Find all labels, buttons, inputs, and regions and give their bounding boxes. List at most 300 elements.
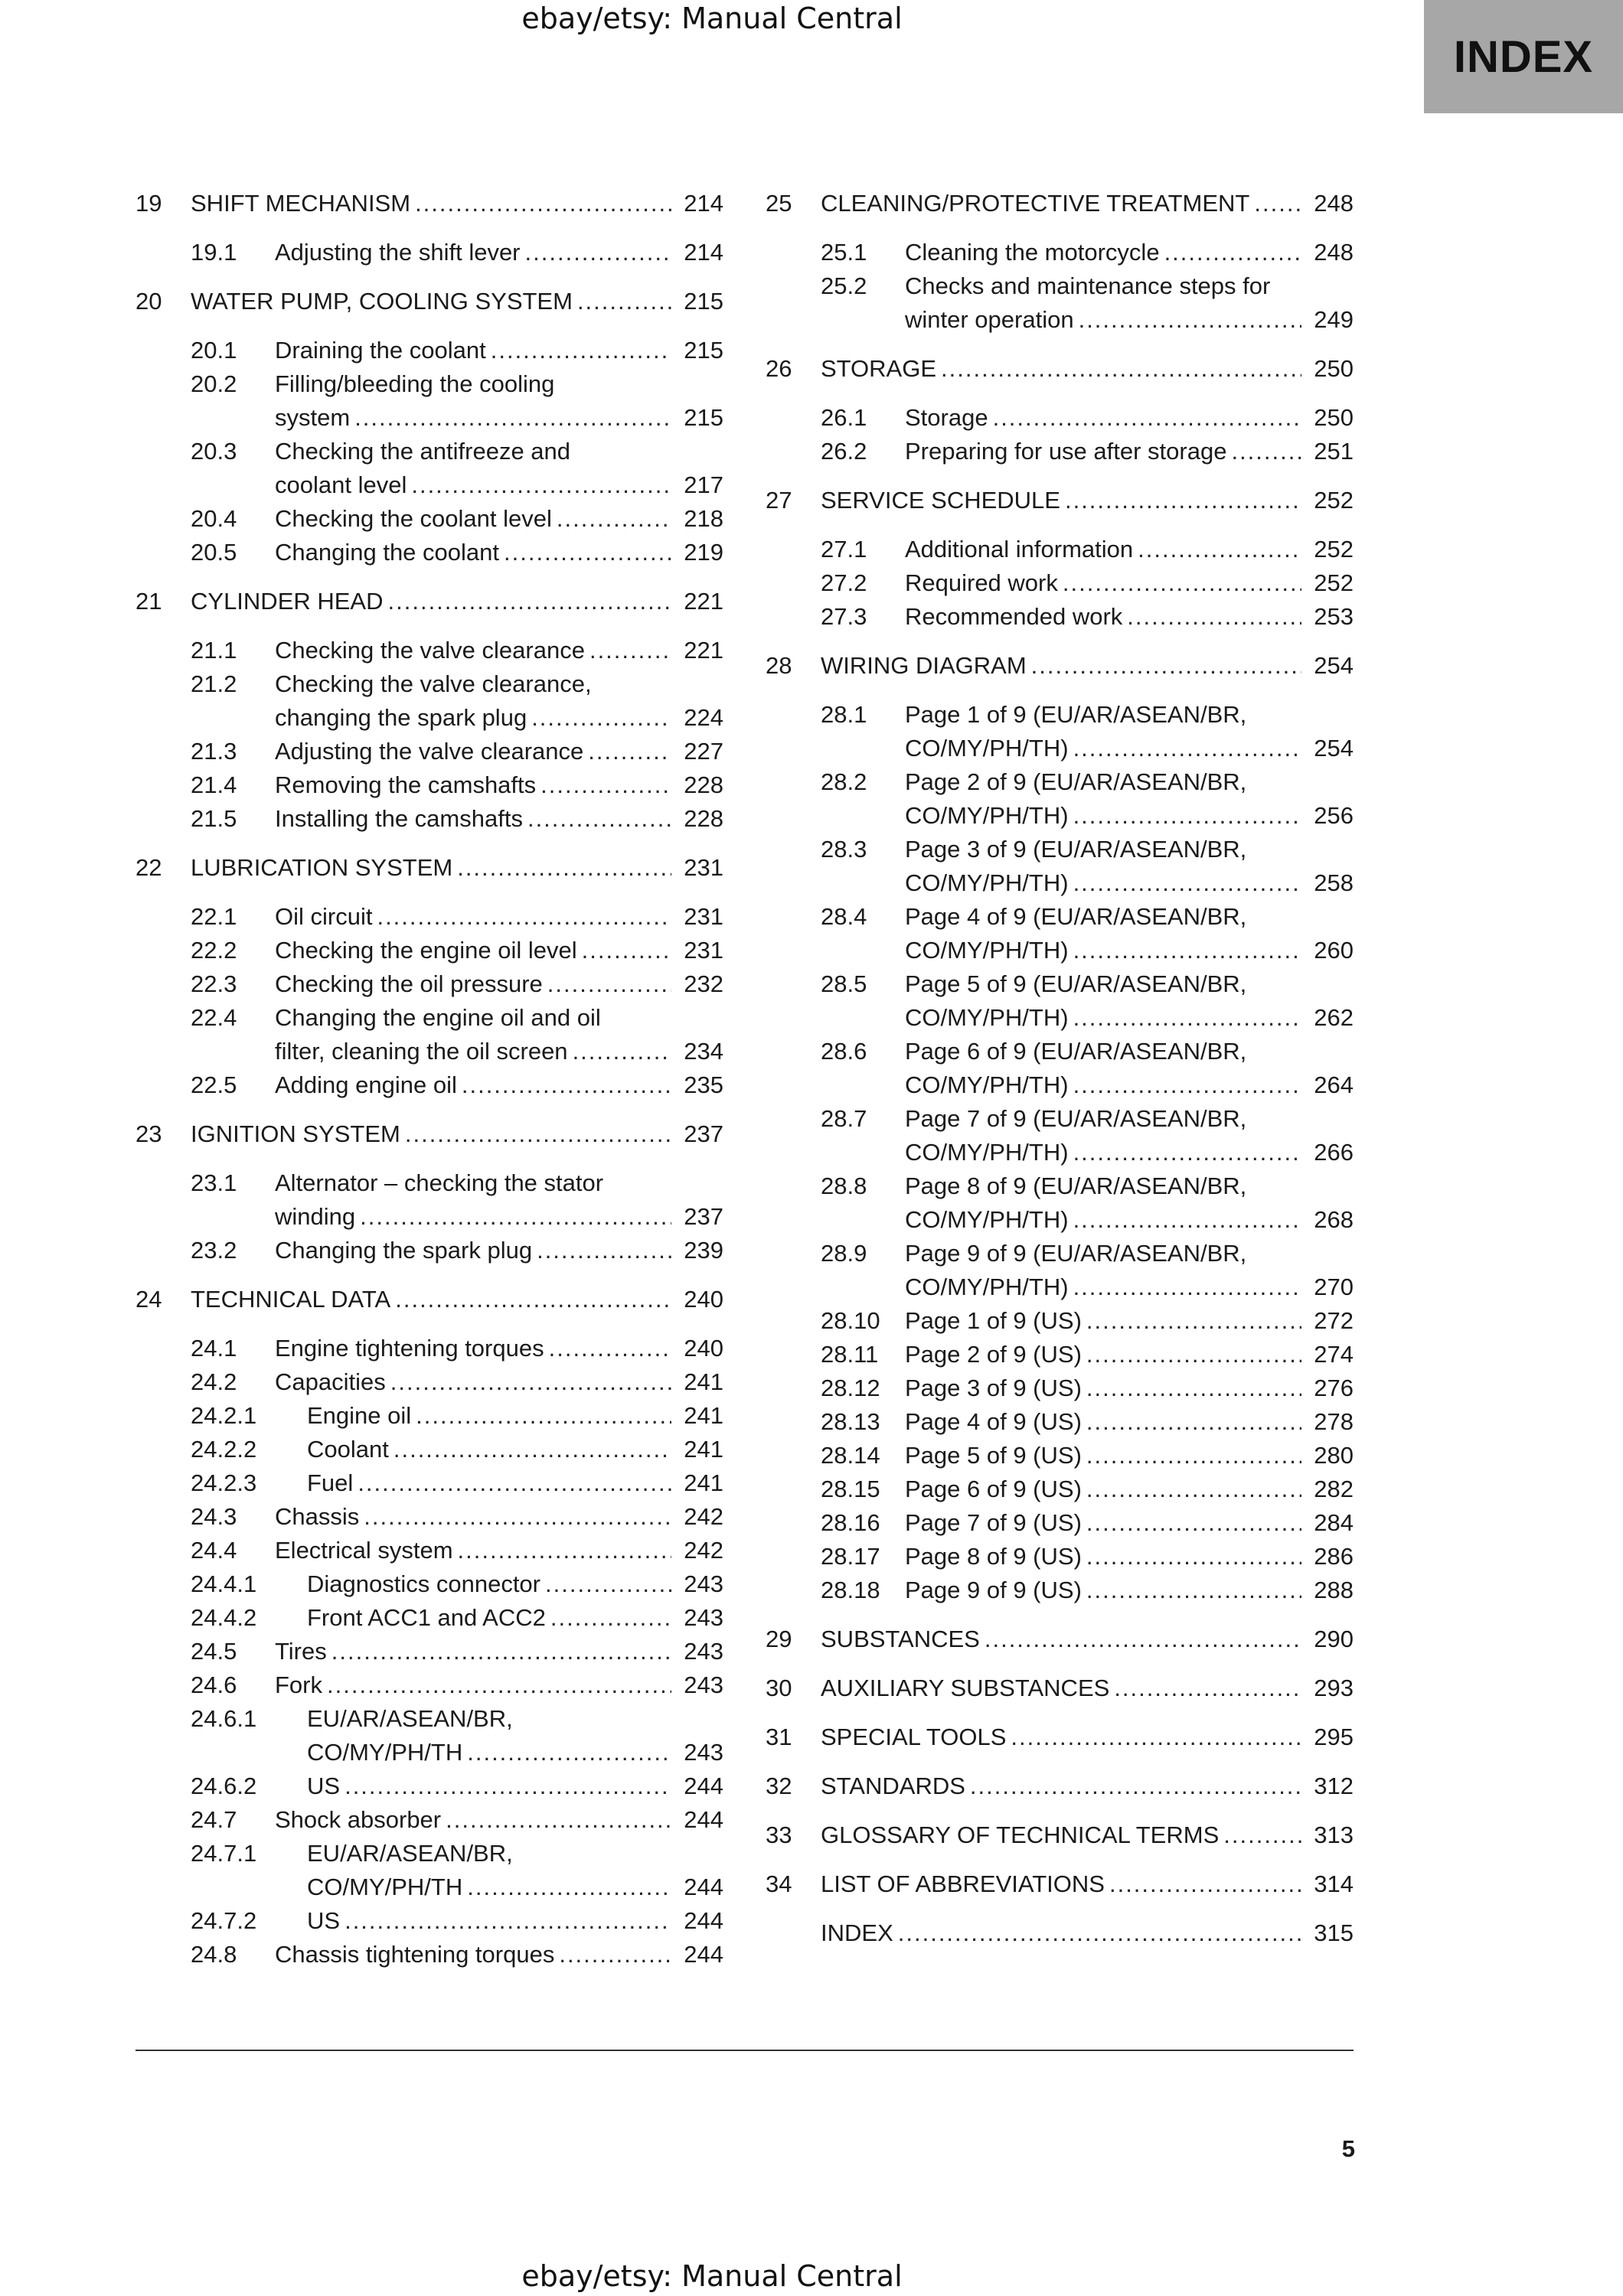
- toc-entry-number: 21.3: [191, 738, 237, 765]
- toc-entry-title: Fork: [275, 1671, 322, 1698]
- dot-leader: [416, 1399, 671, 1433]
- dot-leader: [327, 1668, 671, 1702]
- toc-entry-title: IGNITION SYSTEM: [191, 1120, 400, 1147]
- toc-chapter-entry[interactable]: [136, 187, 723, 220]
- toc-section-entry[interactable]: [766, 401, 1354, 435]
- toc-entry-number: 20.5: [191, 539, 237, 566]
- toc-entry-number: 26.1: [821, 404, 867, 431]
- toc-section-entry[interactable]: [136, 236, 723, 269]
- dot-leader: [395, 1283, 671, 1316]
- toc-entry-number: 21.5: [191, 805, 237, 832]
- toc-section-entry[interactable]: [766, 1338, 1354, 1371]
- toc-entry-page: 244: [684, 1941, 723, 1968]
- toc-chapter-entry[interactable]: [766, 352, 1354, 386]
- dot-leader: [545, 1567, 671, 1601]
- toc-entry-page: 243: [684, 1671, 723, 1698]
- toc-entry-title: system: [275, 404, 351, 431]
- toc-entry-title: Additional information: [905, 536, 1134, 563]
- toc-section-entry[interactable]: [766, 1439, 1354, 1473]
- dot-leader: [589, 634, 671, 667]
- dot-leader: [1138, 533, 1301, 566]
- toc-chapter-entry[interactable]: [136, 585, 723, 618]
- toc-section-entry[interactable]: [136, 1332, 723, 1365]
- dot-leader: [462, 1068, 671, 1102]
- toc-entry-page: 288: [1314, 1577, 1354, 1603]
- dot-leader: [1073, 799, 1301, 833]
- toc-entry-page: 237: [684, 1203, 723, 1230]
- toc-chapter-entry[interactable]: [766, 1671, 1354, 1705]
- toc-entry-title: Chassis tightening torques: [275, 1941, 555, 1968]
- toc-entry-title: Engine oil: [307, 1402, 412, 1429]
- toc-entry-title: Front ACC1 and ACC2: [307, 1604, 546, 1631]
- toc-entry-number: 24.7.1: [191, 1840, 257, 1867]
- toc-entry-number: 22.5: [191, 1071, 237, 1098]
- toc-entry-page: 234: [684, 1038, 723, 1065]
- toc-entry-number: 31: [766, 1724, 792, 1750]
- toc-entry-page: 252: [1314, 569, 1354, 596]
- dot-leader: [377, 900, 671, 934]
- dot-leader: [1073, 934, 1301, 967]
- toc-section-entry[interactable]: [766, 533, 1354, 566]
- toc-section-entry[interactable]: [136, 1466, 723, 1500]
- toc-entry-number: 28.6: [821, 1038, 867, 1065]
- toc-entry-number: 27: [766, 487, 792, 514]
- toc-chapter-entry[interactable]: [136, 1117, 723, 1151]
- toc-chapter-entry[interactable]: [766, 1623, 1354, 1656]
- toc-entry-title: Checking the oil pressure: [275, 970, 543, 997]
- toc-entry-title: WIRING DIAGRAM: [821, 652, 1027, 679]
- toc-entry-page: 270: [1314, 1274, 1354, 1300]
- toc-section-entry[interactable]: [136, 536, 723, 569]
- index-tab-label: INDEX: [1453, 31, 1594, 82]
- toc-entry-page: 312: [1314, 1773, 1354, 1799]
- toc-entry-title: Storage: [905, 404, 988, 431]
- toc-section-entry[interactable]: [766, 1574, 1354, 1607]
- toc-entry-title: Recommended work: [905, 603, 1123, 630]
- toc-entry-page: 231: [684, 903, 723, 930]
- toc-entry-number: 21.4: [191, 771, 237, 798]
- toc-entry-number: 25.2: [821, 272, 867, 299]
- toc-entry-number: 20.1: [191, 337, 237, 364]
- toc-entry-title: CO/MY/PH/TH): [905, 1004, 1069, 1031]
- toc-section-entry[interactable]: [136, 967, 723, 1001]
- toc-entry-page: 280: [1314, 1442, 1354, 1469]
- toc-entry-title: Page 9 of 9 (EU/AR/ASEAN/BR,: [905, 1240, 1247, 1267]
- toc-section-entry[interactable]: [136, 1399, 723, 1433]
- dot-leader: [457, 851, 671, 885]
- toc-chapter-entry[interactable]: [766, 484, 1354, 517]
- toc-entry-title: STORAGE: [821, 355, 937, 382]
- toc-section-entry[interactable]: [136, 1769, 723, 1803]
- toc-entry-page: 241: [684, 1402, 723, 1429]
- toc-entry-page: 244: [684, 1806, 723, 1833]
- toc-section-entry[interactable]: [766, 1237, 1354, 1304]
- dot-leader: [549, 1332, 671, 1365]
- dot-leader: [345, 1904, 671, 1938]
- toc-entry-title: Checks and maintenance steps for: [905, 272, 1271, 299]
- toc-entry-number: 25: [766, 190, 792, 217]
- toc-section-entry[interactable]: [766, 967, 1354, 1035]
- toc-entry-title: CO/MY/PH/TH: [307, 1874, 463, 1900]
- toc-entry-title: Checking the coolant level: [275, 505, 552, 532]
- toc-entry-title: EU/AR/ASEAN/BR,: [307, 1840, 513, 1867]
- toc-entry-number: 28.14: [821, 1442, 880, 1469]
- toc-entry-page: 268: [1314, 1206, 1354, 1233]
- toc-entry-number: 21.1: [191, 637, 237, 664]
- toc-entry-title: Page 7 of 9 (US): [905, 1509, 1082, 1536]
- toc-entry-title: TECHNICAL DATA: [191, 1286, 391, 1313]
- toc-section-entry[interactable]: [136, 1234, 723, 1267]
- toc-section-entry[interactable]: [766, 435, 1354, 468]
- toc-entry-title: EU/AR/ASEAN/BR,: [307, 1705, 513, 1732]
- toc-section-entry[interactable]: [766, 566, 1354, 600]
- toc-entry-number: 25.1: [821, 239, 867, 266]
- toc-section-entry[interactable]: [766, 1102, 1354, 1169]
- toc-entry-page: 278: [1314, 1408, 1354, 1435]
- toc-section-entry[interactable]: [766, 1506, 1354, 1540]
- toc-entry-page: 274: [1314, 1341, 1354, 1368]
- toc-entry-number: 20: [136, 288, 162, 315]
- toc-section-entry[interactable]: [766, 1371, 1354, 1405]
- toc-entry-number: 26: [766, 355, 792, 382]
- toc-entry-title: Filling/bleeding the cooling: [275, 370, 555, 397]
- toc-entry-page: 221: [684, 637, 723, 664]
- toc-entry-title: US: [307, 1773, 341, 1799]
- toc-entry-number: 34: [766, 1870, 792, 1897]
- toc-entry-title: filter, cleaning the oil screen: [275, 1038, 568, 1065]
- toc-entry-number: 24.2.2: [191, 1436, 257, 1463]
- toc-entry-page: 228: [684, 771, 723, 798]
- dot-leader: [405, 1117, 671, 1151]
- toc-entry-title: Shock absorber: [275, 1806, 442, 1833]
- toc-entry-title: Page 8 of 9 (EU/AR/ASEAN/BR,: [905, 1172, 1247, 1199]
- toc-section-entry[interactable]: [136, 1500, 723, 1534]
- toc-section-entry[interactable]: [136, 367, 723, 435]
- toc-entry-title: CO/MY/PH/TH): [905, 735, 1069, 762]
- toc-entry-page: 293: [1314, 1675, 1354, 1701]
- toc-entry-page: 252: [1314, 536, 1354, 563]
- toc-entry-title: Checking the antifreeze and: [275, 438, 571, 465]
- toc-entry-number: 28.11: [821, 1341, 879, 1368]
- dot-leader: [331, 1635, 671, 1668]
- toc-entry-title: Electrical system: [275, 1537, 453, 1564]
- toc-chapter-entry[interactable]: [766, 649, 1354, 683]
- toc-chapter-entry[interactable]: [766, 187, 1354, 220]
- toc-section-entry[interactable]: [136, 1534, 723, 1567]
- dot-leader: [1086, 1439, 1301, 1473]
- toc-entry-number: 22.1: [191, 903, 237, 930]
- dot-leader: [467, 1736, 671, 1769]
- toc-section-entry[interactable]: [136, 768, 723, 802]
- toc-entry-title: Page 3 of 9 (EU/AR/ASEAN/BR,: [905, 836, 1247, 863]
- dot-leader: [504, 536, 671, 569]
- toc-entry-page: 282: [1314, 1476, 1354, 1502]
- dot-leader: [588, 735, 671, 768]
- toc-entry-title: CO/MY/PH/TH): [905, 802, 1069, 829]
- toc-section-entry[interactable]: [766, 1304, 1354, 1338]
- toc-entry-page: 252: [1314, 487, 1354, 514]
- dot-leader: [547, 967, 671, 1001]
- toc-entry-page: 256: [1314, 802, 1354, 829]
- toc-entry-title: Page 9 of 9 (US): [905, 1577, 1082, 1603]
- dot-leader: [941, 352, 1301, 386]
- dot-leader: [1254, 187, 1301, 220]
- toc-entry-title: CLEANING/PROTECTIVE TREATMENT: [821, 190, 1250, 217]
- toc-section-entry[interactable]: [136, 735, 723, 768]
- toc-entry-title: Alternator – checking the stator: [275, 1169, 604, 1196]
- toc-section-entry[interactable]: [766, 833, 1354, 900]
- toc-section-entry[interactable]: [136, 634, 723, 667]
- dot-leader: [573, 1035, 671, 1068]
- toc-entry-number: 28.15: [821, 1476, 880, 1502]
- dot-leader: [467, 1870, 671, 1904]
- toc-column-right: [766, 187, 1354, 1965]
- toc-entry-title: AUXILIARY SUBSTANCES: [821, 1675, 1110, 1701]
- toc-entry-number: 29: [766, 1626, 792, 1652]
- toc-section-entry[interactable]: [136, 1567, 723, 1601]
- toc-entry-page: 219: [684, 539, 723, 566]
- toc-entry-page: 286: [1314, 1543, 1354, 1570]
- toc-section-entry[interactable]: [766, 765, 1354, 833]
- dot-leader: [1127, 600, 1301, 634]
- toc-entry-number: 24.2.1: [191, 1402, 257, 1429]
- dot-leader: [458, 1534, 671, 1567]
- dot-leader: [1086, 1506, 1301, 1540]
- toc-entry-page: 241: [684, 1469, 723, 1496]
- dot-leader: [1164, 236, 1301, 269]
- toc-entry-page: 315: [1314, 1919, 1354, 1946]
- toc-entry-title: Page 1 of 9 (US): [905, 1307, 1082, 1334]
- dot-leader: [354, 401, 671, 435]
- toc-entry-title: Page 4 of 9 (US): [905, 1408, 1082, 1435]
- dot-leader: [1073, 1270, 1301, 1304]
- toc-entry-number: 24.3: [191, 1503, 237, 1530]
- toc-chapter-entry[interactable]: [136, 285, 723, 318]
- toc-entry-number: 28.17: [821, 1543, 880, 1570]
- toc-entry-page: 284: [1314, 1509, 1354, 1536]
- toc-entry-title: Cleaning the motorcycle: [905, 239, 1160, 266]
- dot-leader: [970, 1769, 1301, 1803]
- toc-entry-number: 30: [766, 1675, 792, 1701]
- toc-section-entry[interactable]: [136, 1938, 723, 1971]
- toc-section-entry[interactable]: [766, 1540, 1354, 1574]
- toc-entry-number: 27.2: [821, 569, 867, 596]
- toc-section-entry[interactable]: [766, 1169, 1354, 1237]
- dot-leader: [364, 1500, 671, 1534]
- toc-chapter-entry[interactable]: [136, 1283, 723, 1316]
- dot-leader: [1109, 1867, 1301, 1901]
- toc-entry-title: Changing the spark plug: [275, 1237, 533, 1264]
- index-tab: [1424, 0, 1623, 113]
- toc-section-entry[interactable]: [136, 1433, 723, 1466]
- dot-leader: [577, 285, 671, 318]
- dot-leader: [1086, 1540, 1301, 1574]
- toc-entry-number: 28.18: [821, 1577, 880, 1603]
- dot-leader: [1073, 732, 1301, 765]
- toc-entry-title: CO/MY/PH/TH): [905, 869, 1069, 896]
- toc-entry-title: Page 8 of 9 (US): [905, 1543, 1082, 1570]
- toc-chapter-entry[interactable]: [766, 1720, 1354, 1754]
- toc-entry-page: 214: [684, 190, 723, 217]
- toc-entry-number: 24.4.1: [191, 1570, 257, 1597]
- toc-entry-title: SUBSTANCES: [821, 1626, 980, 1652]
- toc-entry-page: 295: [1314, 1724, 1354, 1750]
- toc-section-entry[interactable]: [766, 1405, 1354, 1439]
- page-number: 5: [1341, 2135, 1355, 2162]
- toc-entry-page: 251: [1314, 438, 1354, 465]
- toc-entry-title: Removing the camshafts: [275, 771, 537, 798]
- dot-leader: [531, 701, 671, 735]
- toc-chapter-entry[interactable]: [766, 1769, 1354, 1803]
- toc-entry-page: 276: [1314, 1375, 1354, 1401]
- toc-entry-number: 24.4: [191, 1537, 237, 1564]
- toc-section-entry[interactable]: [136, 1668, 723, 1702]
- dot-leader: [1231, 435, 1301, 468]
- toc-section-entry[interactable]: [766, 698, 1354, 765]
- toc-entry-page: 244: [684, 1874, 723, 1900]
- toc-entry-page: 235: [684, 1071, 723, 1098]
- toc-entry-page: 244: [684, 1773, 723, 1799]
- toc-section-entry[interactable]: [136, 502, 723, 536]
- toc-chapter-entry[interactable]: [766, 1916, 1354, 1950]
- dot-leader: [1114, 1671, 1301, 1705]
- toc-entry-number: 28.9: [821, 1240, 867, 1267]
- toc-chapter-entry[interactable]: [136, 851, 723, 885]
- dot-leader: [1086, 1371, 1301, 1405]
- toc-entry-number: 23.1: [191, 1169, 237, 1196]
- toc-entry-page: 290: [1314, 1626, 1354, 1652]
- toc-entry-page: 239: [684, 1237, 723, 1264]
- toc-entry-number: 28.13: [821, 1408, 880, 1435]
- toc-entry-page: 253: [1314, 603, 1354, 630]
- toc-entry-number: 22.2: [191, 937, 237, 964]
- toc-entry-title: Page 6 of 9 (US): [905, 1476, 1082, 1502]
- toc-section-entry[interactable]: [136, 1803, 723, 1837]
- toc-entry-page: 228: [684, 805, 723, 832]
- toc-chapter-entry[interactable]: [766, 1818, 1354, 1852]
- toc-section-entry[interactable]: [136, 802, 723, 836]
- toc-entry-number: 20.2: [191, 370, 237, 397]
- toc-entry-page: 258: [1314, 869, 1354, 896]
- toc-entry-number: 22: [136, 854, 162, 881]
- toc-entry-title: Checking the engine oil level: [275, 937, 577, 964]
- toc-entry-page: 272: [1314, 1307, 1354, 1334]
- dot-leader: [1065, 484, 1301, 517]
- toc-entry-page: 242: [684, 1537, 723, 1564]
- toc-section-entry[interactable]: [136, 1068, 723, 1102]
- toc-entry-number: 24.7: [191, 1806, 237, 1833]
- toc-entry-title: CO/MY/PH/TH): [905, 1206, 1069, 1233]
- toc-section-entry[interactable]: [136, 1166, 723, 1234]
- toc-entry-number: 28.8: [821, 1172, 867, 1199]
- toc-entry-title: SHIFT MECHANISM: [191, 190, 411, 217]
- toc-entry-title: Page 3 of 9 (US): [905, 1375, 1082, 1401]
- toc-entry-title: Changing the engine oil and oil: [275, 1004, 601, 1031]
- dot-leader: [1079, 303, 1301, 337]
- toc-entry-title: INDEX: [821, 1919, 893, 1946]
- toc-chapter-entry[interactable]: [766, 1867, 1354, 1901]
- toc-entry-number: 19.1: [191, 239, 237, 266]
- toc-section-entry[interactable]: [766, 1473, 1354, 1506]
- toc-section-entry[interactable]: [766, 1035, 1354, 1102]
- dot-leader: [1073, 1203, 1301, 1237]
- toc-entry-number: 24.6.1: [191, 1705, 257, 1732]
- dot-leader: [527, 802, 671, 836]
- toc-section-entry[interactable]: [136, 900, 723, 934]
- dot-leader: [1011, 1720, 1301, 1754]
- dot-leader: [1086, 1304, 1301, 1338]
- toc-section-entry[interactable]: [136, 667, 723, 735]
- toc-entry-title: Changing the coolant: [275, 539, 500, 566]
- toc-entry-page: 244: [684, 1907, 723, 1934]
- toc-entry-number: 24.6.2: [191, 1773, 257, 1799]
- toc-section-entry[interactable]: [136, 1904, 723, 1938]
- toc-section-entry[interactable]: [136, 435, 723, 502]
- toc-entry-page: 262: [1314, 1004, 1354, 1031]
- dot-leader: [1086, 1473, 1301, 1506]
- toc-section-entry[interactable]: [136, 334, 723, 367]
- toc-entry-title: Adding engine oil: [275, 1071, 457, 1098]
- toc-entry-title: Tires: [275, 1638, 327, 1665]
- toc-entry-page: 243: [684, 1604, 723, 1631]
- toc-entry-number: 19: [136, 190, 162, 217]
- toc-entry-title: Fuel: [307, 1469, 354, 1496]
- toc-section-entry[interactable]: [136, 1837, 723, 1904]
- dot-leader: [582, 934, 671, 967]
- toc-entry-title: CO/MY/PH/TH: [307, 1739, 463, 1766]
- toc-entry-page: 243: [684, 1638, 723, 1665]
- toc-section-entry[interactable]: [136, 934, 723, 967]
- toc-entry-page: 240: [684, 1335, 723, 1362]
- toc-section-entry[interactable]: [766, 236, 1354, 269]
- toc-entry-page: 250: [1314, 355, 1354, 382]
- footer-rule: [136, 2050, 1354, 2051]
- toc-entry-page: 221: [684, 588, 723, 615]
- toc-entry-page: 231: [684, 937, 723, 964]
- toc-section-entry[interactable]: [136, 1001, 723, 1068]
- dot-leader: [537, 1234, 671, 1267]
- dot-leader: [345, 1769, 671, 1803]
- toc-section-entry[interactable]: [136, 1601, 723, 1635]
- toc-section-entry[interactable]: [766, 600, 1354, 634]
- dot-leader: [525, 236, 671, 269]
- toc-section-entry[interactable]: [766, 269, 1354, 337]
- toc-entry-title: winter operation: [905, 306, 1074, 333]
- toc-entry-number: 23.2: [191, 1237, 237, 1264]
- toc-section-entry[interactable]: [136, 1365, 723, 1399]
- toc-entry-title: Page 5 of 9 (EU/AR/ASEAN/BR,: [905, 970, 1247, 997]
- toc-entry-title: CO/MY/PH/TH): [905, 1071, 1069, 1098]
- toc-entry-number: 27.1: [821, 536, 867, 563]
- toc-entry-title: Adjusting the valve clearance: [275, 738, 584, 765]
- toc-entry-title: Coolant: [307, 1436, 389, 1463]
- toc-entry-page: 241: [684, 1368, 723, 1395]
- toc-entry-title: coolant level: [275, 471, 407, 498]
- toc-section-entry[interactable]: [766, 900, 1354, 967]
- toc-section-entry[interactable]: [136, 1635, 723, 1668]
- toc-entry-number: 20.3: [191, 438, 237, 465]
- toc-entry-title: Capacities: [275, 1368, 386, 1395]
- toc-entry-page: 314: [1314, 1870, 1354, 1897]
- toc-entry-title: Installing the camshafts: [275, 805, 523, 832]
- toc-entry-number: 20.4: [191, 505, 237, 532]
- toc-entry-title: Chassis: [275, 1503, 360, 1530]
- toc-section-entry[interactable]: [136, 1702, 723, 1769]
- dot-leader: [446, 1803, 671, 1837]
- toc-entry-title: Checking the valve clearance: [275, 637, 585, 664]
- dot-leader: [559, 1938, 671, 1971]
- toc-entry-page: 254: [1314, 652, 1354, 679]
